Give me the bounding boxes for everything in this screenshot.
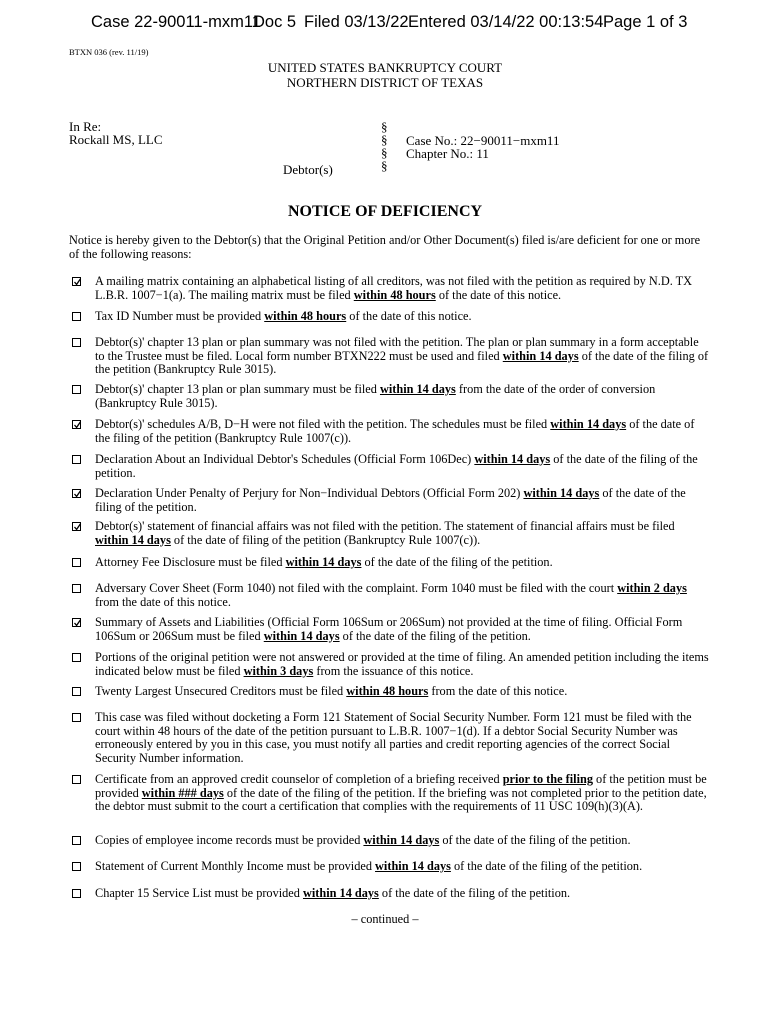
- deficiency-text: Debtor(s)' chapter 13 plan or plan summary was not filed with the petition. The plan or plan summary in a form acceptable to the Trustee must be filed. Local form number BTXN222 must be used and filed within 14 days of the date of the filing of the petition (Bankruptcy Rule 3015).: [95, 335, 709, 376]
- deficiency-text: Tax ID Number must be provided within 48 hours of the date of this notice.: [95, 309, 472, 323]
- checked-checkbox-icon: [72, 522, 81, 531]
- unchecked-checkbox-icon: [72, 889, 81, 898]
- checked-checkbox-icon: [72, 618, 81, 627]
- unchecked-checkbox-icon: [72, 312, 81, 321]
- deficiency-text: Summary of Assets and Liabilities (Official Form 106Sum or 206Sum) not provided at the time of filing. Official Form 106Sum or 206Sum must be filed within 14 days of the date of the filing of the petition.: [95, 615, 683, 643]
- unchecked-checkbox-icon: [72, 455, 81, 464]
- unchecked-checkbox-icon: [72, 775, 81, 784]
- deficiency-text: Chapter 15 Service List must be provided within 14 days of the date of the filing of the petition.: [95, 886, 571, 900]
- continued-marker: – continued –: [351, 912, 419, 926]
- deficiency-text: Debtor(s)' chapter 13 plan or plan summary must be filed within 14 days from the date of the order of conversion (Bankruptcy Rule 3015).: [95, 382, 656, 410]
- in-re-label: In Re:: [69, 119, 102, 134]
- deficiency-text: Attorney Fee Disclosure must be filed within 14 days of the date of the filing of the petition.: [95, 555, 553, 569]
- section-marks: § § § §: [381, 119, 388, 173]
- unchecked-checkbox-icon: [72, 713, 81, 722]
- deficiency-text: Statement of Current Monthly Income must be provided within 14 days of the date of the filing of the petition.: [95, 859, 643, 873]
- deficiency-text: Debtor(s)' schedules A/B, D−H were not filed with the petition. The schedules must be filed within 14 days of the date of the filing of the petition (Bankruptcy Rule 1007(c)).: [95, 417, 695, 445]
- deficiency-text: Declaration About an Individual Debtor's Schedules (Official Form 106Dec) within 14 days of the date of the filing of the petition.: [95, 452, 698, 480]
- deficiency-text: Adversary Cover Sheet (Form 1040) not filed with the complaint. Form 1040 must be filed with the court within 2 days from the date of this notice.: [95, 581, 687, 609]
- chapter-number: Chapter No.: 11: [406, 146, 489, 161]
- deficiency-text: Declaration Under Penalty of Perjury for Non−Individual Debtors (Official Form 202) within 14 days of the date of the filing of the petition.: [95, 486, 686, 514]
- unchecked-checkbox-icon: [72, 653, 81, 662]
- deficiency-text: Debtor(s)' statement of financial affairs was not filed with the petition. The statement of financial affairs must be filed within 14 days of the date of filing of the petition (Bankruptcy Rule 1007(c)).: [95, 519, 675, 547]
- notice-title: NOTICE OF DEFICIENCY: [287, 203, 483, 220]
- ecf-doc-number: Doc 5: [253, 13, 297, 31]
- form-id: BTXN 036 (rev. 11/19): [69, 47, 149, 57]
- case-number: Case No.: 22−90011−mxm11: [406, 133, 560, 148]
- deficiency-text: A mailing matrix containing an alphabetical listing of all creditors, was not filed with the petition as required by N.D. TX L.B.R. 1007−1(a). The mailing matrix must be filed within 48 hours of the date of this notice.: [95, 274, 693, 302]
- debtor-label: Debtor(s): [283, 162, 333, 177]
- ecf-case-number: Case 22-90011-mxm11: [91, 13, 261, 31]
- checked-checkbox-icon: [72, 277, 81, 286]
- ecf-entered-date: Entered 03/14/22 00:13:54: [408, 13, 604, 31]
- unchecked-checkbox-icon: [72, 687, 81, 696]
- unchecked-checkbox-icon: [72, 385, 81, 394]
- unchecked-checkbox-icon: [72, 558, 81, 567]
- unchecked-checkbox-icon: [72, 862, 81, 871]
- court-heading: [0, 60, 770, 90]
- deficiency-text: Copies of employee income records must be provided within 14 days of the date of the filing of the petition.: [95, 833, 631, 847]
- notice-intro: Notice is hereby given to the Debtor(s) that the Original Petition and/or Other Document(s) filed is/are deficient for one or more of the following reasons:: [69, 233, 701, 261]
- checked-checkbox-icon: [72, 420, 81, 429]
- unchecked-checkbox-icon: [72, 338, 81, 347]
- deficiency-text: Twenty Largest Unsecured Creditors must be filed within 48 hours from the date of this notice.: [95, 684, 568, 698]
- court-name: UNITED STATES BANKRUPTCY COURT: [267, 60, 503, 75]
- deficiency-text: Certificate from an approved credit counselor of completion of a briefing received prior to the filing of the petition must be provided within ### days of the date of the filing of the petition. If the briefing was not completed prior to the petition date, the debtor must submit to the court a certification that complies with the requirements of 11 USC 109(h)(3)(A).: [95, 772, 707, 813]
- court-district: NORTHERN DISTRICT OF TEXAS: [286, 75, 484, 90]
- ecf-page-number: Page 1 of 3: [603, 13, 688, 31]
- deficiency-text: This case was filed without docketing a Form 121 Statement of Social Security Number. Form 121 must be filed with the court within 48 hours of the date of the petition pursuant to L.B.R. 1007−1(d). If a debtor Social Security Number was erroneously entered by you in this case, you must notify all parties and credit reporting agencies of the correct Social Security Number information.: [95, 710, 692, 765]
- debtor-name: Rockall MS, LLC: [69, 132, 163, 147]
- checked-checkbox-icon: [72, 489, 81, 498]
- deficiency-text: Portions of the original petition were not answered or provided at the time of filing. An amended petition including the items indicated below must be filed within 3 days from the issuance of this notice.: [95, 650, 709, 678]
- ecf-filed-date: Filed 03/13/22: [304, 13, 409, 31]
- unchecked-checkbox-icon: [72, 836, 81, 845]
- unchecked-checkbox-icon: [72, 584, 81, 593]
